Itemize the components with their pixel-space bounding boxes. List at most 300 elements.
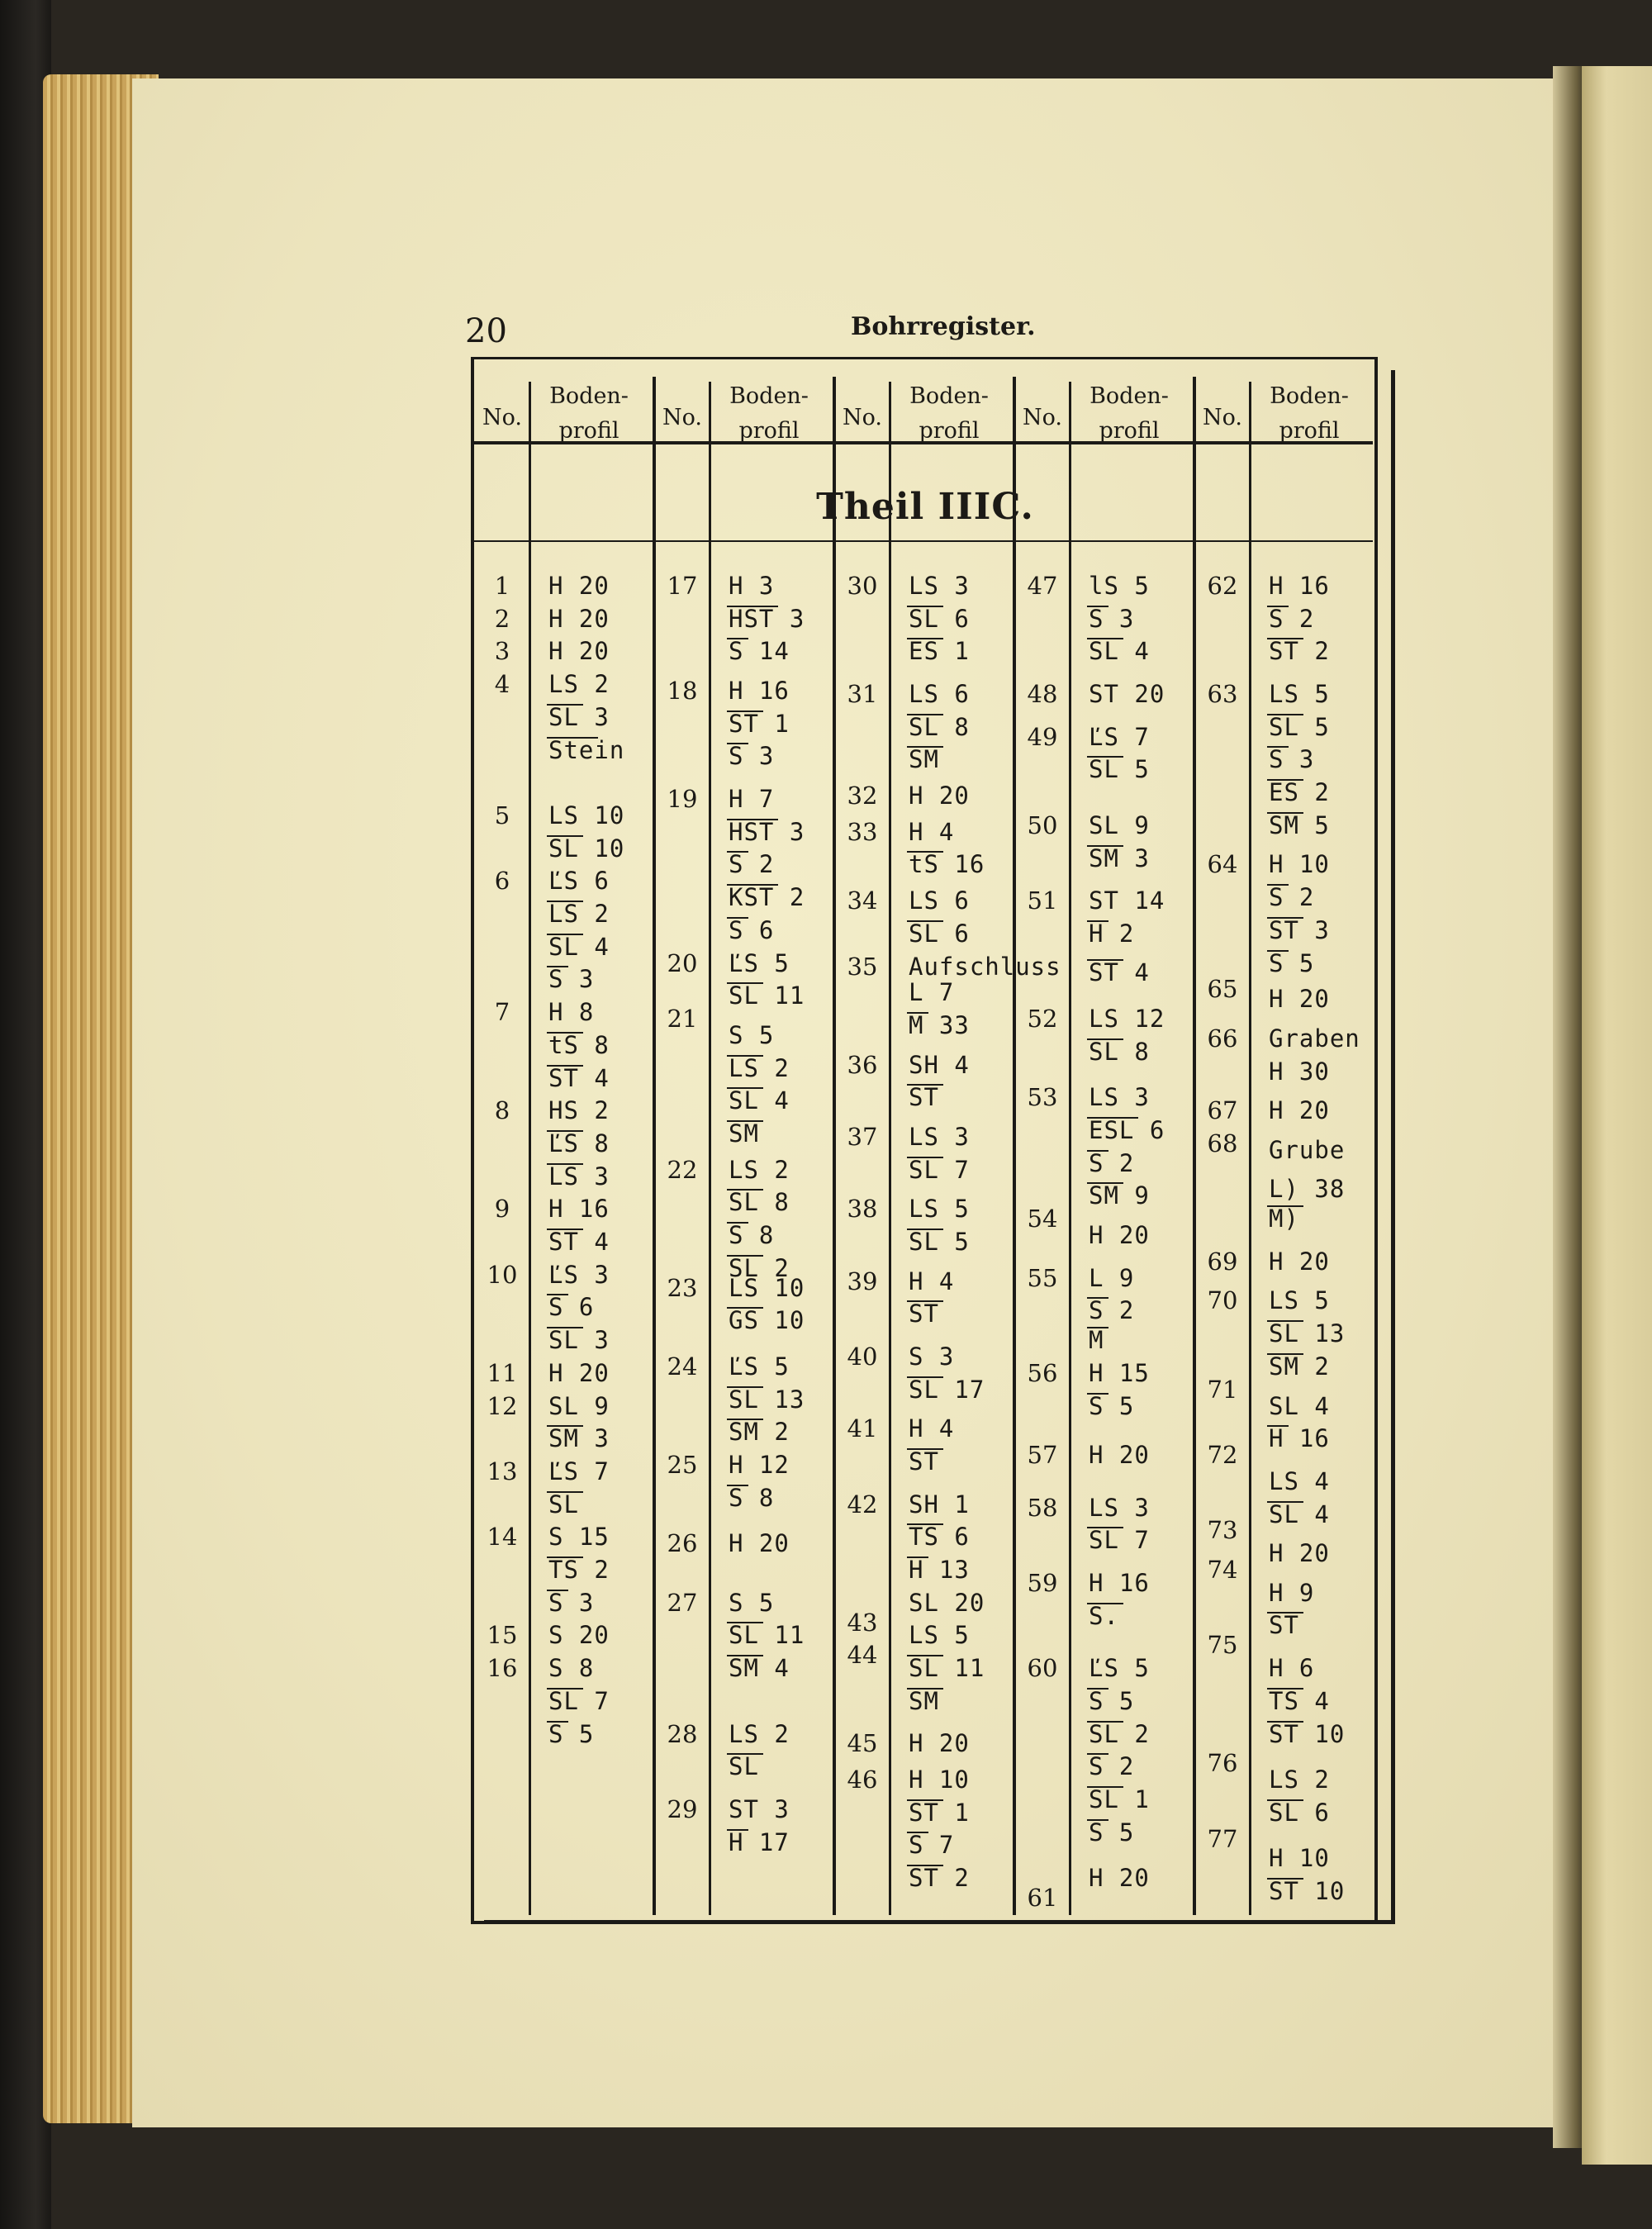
stratum-divider (727, 819, 778, 820)
soil-profile-entry: SL 11 (729, 981, 805, 1010)
borehole-number: 17 (667, 572, 698, 600)
soil-profile-entry: LS 5 (909, 1195, 970, 1224)
stratum-divider (547, 1163, 583, 1165)
header-bodenprofil-line2: profil (738, 418, 800, 444)
borehole-number: 74 (1207, 1556, 1238, 1584)
stratum-divider (727, 1222, 748, 1224)
header-no: No. (1203, 405, 1242, 430)
borehole-number: 41 (847, 1414, 878, 1443)
stratum-divider (727, 1386, 763, 1388)
soil-profile-entry: SM (909, 1686, 939, 1715)
soil-profile-entry: H 20 (1269, 1247, 1330, 1276)
stratum-divider (1087, 845, 1123, 847)
stratum-divider (1267, 714, 1303, 715)
stratum-divider (907, 1523, 943, 1525)
soil-profile-entry: LS 5 (1269, 680, 1330, 708)
stratum-divider (907, 1012, 928, 1014)
borehole-number: 59 (1027, 1568, 1058, 1597)
borehole-number: 9 (494, 1195, 510, 1224)
soil-profile-entry: S 5 (548, 1719, 595, 1748)
borehole-number: 11 (487, 1358, 518, 1387)
stratum-divider (1087, 756, 1123, 758)
header-bodenprofil-line1: Boden- (549, 383, 629, 409)
borehole-number: 64 (1207, 850, 1238, 879)
soil-profile-entry: S 3 (548, 1588, 595, 1617)
borehole-number: 44 (847, 1641, 878, 1670)
borehole-number: 36 (847, 1050, 878, 1079)
stratum-divider (1267, 1878, 1303, 1880)
soil-profile-entry: SL 4 (548, 932, 610, 961)
soil-profile-entry: LS 3 (1089, 1493, 1150, 1522)
soil-profile-entry: SL 11 (909, 1654, 985, 1683)
soil-profile-entry: S 2 (1089, 1752, 1135, 1781)
stratum-divider (907, 1799, 943, 1801)
soil-profile-entry: S 8 (729, 1483, 775, 1512)
header-bodenprofil-line2: profil (1279, 418, 1340, 444)
soil-profile-entry: H 16 (548, 1195, 610, 1224)
soil-profile-entry: H 7 (729, 785, 775, 814)
borehole-number: 23 (667, 1273, 698, 1302)
stratum-divider (1087, 1527, 1123, 1528)
borehole-number: 27 (667, 1588, 698, 1617)
soil-profile-entry: H 20 (548, 637, 610, 666)
header-no: No. (1023, 405, 1062, 430)
soil-profile-entry: ST 2 (909, 1864, 970, 1893)
stratum-divider (907, 746, 943, 748)
soil-profile-entry: ĽS 5 (1089, 1654, 1150, 1683)
soil-profile-entry: ĽS 3 (548, 1260, 610, 1289)
stratum-divider (1267, 638, 1303, 639)
soil-profile-entry: Graben (1269, 1024, 1360, 1053)
soil-profile-entry: SM 9 (1089, 1181, 1150, 1210)
header-no: No. (662, 405, 702, 430)
soil-profile-entry: H 30 (1269, 1057, 1330, 1086)
borehole-number: 12 (487, 1391, 518, 1420)
borehole-number: 60 (1027, 1654, 1058, 1683)
soil-profile-entry: ĽS 8 (548, 1129, 610, 1157)
stratum-divider (907, 1376, 943, 1378)
soil-profile-entry: LS 2 (1269, 1766, 1330, 1794)
borehole-number: 66 (1207, 1024, 1238, 1053)
stratum-divider (907, 1229, 943, 1230)
soil-profile-entry: ST 4 (548, 1228, 610, 1256)
borehole-number: 43 (847, 1608, 878, 1637)
stratum-divider (727, 1753, 763, 1755)
column-rule-no-2 (889, 382, 891, 1915)
soil-profile-entry: H 20 (1269, 985, 1330, 1014)
soil-profile-entry: S 2 (1269, 883, 1315, 912)
column-rule-group-0 (653, 377, 656, 1915)
stratum-divider (1087, 1753, 1108, 1755)
borehole-number: 70 (1207, 1286, 1238, 1315)
soil-profile-entry: SL 2 (729, 1253, 790, 1282)
soil-profile-entry: S 2 (1089, 1296, 1135, 1325)
soil-profile-entry: SM 5 (1269, 810, 1330, 839)
soil-profile-entry: M (1089, 1326, 1104, 1355)
stratum-divider (727, 1189, 763, 1191)
borehole-number: 71 (1207, 1375, 1238, 1404)
stratum-divider (547, 1032, 583, 1034)
borehole-number: 47 (1027, 572, 1058, 600)
soil-profile-entry: S 5 (729, 1020, 775, 1049)
stratum-divider (547, 1556, 583, 1558)
borehole-number: 67 (1207, 1096, 1238, 1125)
soil-profile-entry: S 8 (548, 1654, 595, 1683)
stratum-divider (547, 1491, 583, 1493)
soil-profile-entry: H 20 (1089, 1221, 1150, 1250)
borehole-number: 45 (847, 1729, 878, 1758)
stratum-divider (547, 1294, 568, 1295)
soil-profile-entry: H 16 (1269, 572, 1330, 600)
stratum-divider (1087, 1327, 1108, 1328)
soil-profile-entry: SL 8 (909, 712, 970, 741)
header-bodenprofil-line1: Boden- (909, 383, 989, 409)
soil-profile-entry: SM 2 (729, 1418, 790, 1447)
stratum-divider (907, 1655, 943, 1656)
stratum-divider (1267, 812, 1303, 814)
soil-profile-entry: H 16 (1269, 1424, 1330, 1453)
soil-profile-entry: SL 4 (729, 1086, 790, 1115)
soil-profile-entry: ST (909, 1083, 939, 1112)
borehole-number: 25 (667, 1450, 698, 1479)
stratum-divider (727, 917, 748, 919)
stratum-divider (1087, 1297, 1108, 1299)
stratum-divider (1087, 1117, 1138, 1119)
soil-profile-entry: H 20 (909, 782, 970, 810)
soil-profile-entry: LS 12 (1089, 1005, 1165, 1034)
stratum-divider (547, 934, 583, 935)
soil-profile-entry: SL 6 (909, 919, 970, 948)
soil-profile-entry: S 20 (548, 1621, 610, 1650)
stratum-divider (727, 1255, 763, 1257)
soil-profile-entry: H 10 (1269, 850, 1330, 879)
stratum-divider (547, 901, 583, 902)
borehole-number: 4 (494, 670, 510, 699)
soil-profile-entry: SL 5 (909, 1228, 970, 1256)
borehole-number: 50 (1027, 810, 1058, 839)
borehole-number: 31 (847, 680, 878, 708)
soil-profile-entry: S 2 (729, 850, 775, 879)
stratum-divider (907, 606, 943, 607)
soil-profile-entry: ST (1269, 1611, 1299, 1640)
stratum-divider (907, 1865, 943, 1866)
borehole-number: 26 (667, 1529, 698, 1558)
soil-profile-entry: ST (909, 1447, 939, 1476)
borehole-number: 77 (1207, 1824, 1238, 1853)
borehole-number: 22 (667, 1155, 698, 1184)
soil-profile-entry: L) 38 (1269, 1175, 1346, 1204)
stratum-divider (1087, 638, 1123, 639)
soil-profile-entry: SL 7 (1089, 1526, 1150, 1555)
column-rule-no-1 (709, 382, 711, 1915)
soil-profile-entry: L 9 (1089, 1263, 1135, 1292)
soil-profile-entry: SL (729, 1752, 759, 1781)
soil-profile-entry: LS 3 (548, 1162, 610, 1191)
soil-profile-entry: ST 1 (909, 1798, 970, 1827)
soil-profile-entry: H 15 (1089, 1358, 1150, 1387)
soil-profile-entry: Stein (548, 735, 625, 764)
stratum-divider (1087, 1182, 1123, 1184)
stratum-divider (1267, 1688, 1303, 1690)
stratum-divider (1087, 1150, 1108, 1152)
stratum-divider (1267, 917, 1303, 919)
borehole-number: 76 (1207, 1749, 1238, 1778)
soil-profile-entry: S. (1089, 1601, 1119, 1630)
stratum-divider (1267, 606, 1289, 607)
stratum-divider (727, 1829, 748, 1831)
soil-profile-entry: TS 2 (548, 1556, 610, 1584)
stratum-divider (907, 1084, 943, 1086)
soil-profile-entry: LS 3 (1089, 1083, 1150, 1112)
soil-profile-entry: ST 1 (729, 709, 790, 738)
soil-profile-entry: SL 4 (1269, 1499, 1330, 1528)
section-rule (472, 540, 1373, 542)
soil-profile-entry: LS 3 (909, 572, 970, 600)
soil-profile-entry: ST 10 (1269, 1719, 1346, 1748)
soil-profile-entry: H 20 (1089, 1864, 1150, 1893)
stratum-divider (907, 1300, 943, 1302)
stratum-divider (907, 1448, 943, 1450)
stratum-divider (727, 638, 748, 639)
stratum-divider (727, 606, 778, 607)
stratum-divider (907, 638, 943, 639)
borehole-number: 33 (847, 817, 878, 846)
borehole-number: 5 (494, 801, 510, 829)
soil-profile-entry: SL 8 (1089, 1037, 1150, 1066)
soil-profile-entry: S 3 (1269, 745, 1315, 774)
soil-profile-entry: S 6 (548, 1293, 595, 1322)
soil-profile-entry: H 6 (1269, 1654, 1315, 1683)
soil-profile-entry: H 10 (909, 1766, 970, 1794)
column-rule-group-1 (833, 377, 836, 1915)
soil-profile-entry: SL 4 (1269, 1391, 1330, 1420)
soil-profile-entry: ST 10 (1269, 1877, 1346, 1906)
soil-profile-entry: LS 4 (1269, 1466, 1330, 1495)
borehole-number: 58 (1027, 1493, 1058, 1522)
borehole-number: 8 (494, 1096, 510, 1125)
soil-profile-entry: SM 3 (548, 1424, 610, 1453)
running-head: Bohrregister. (851, 312, 1036, 341)
borehole-number: 28 (667, 1719, 698, 1748)
stratum-divider (907, 1688, 943, 1690)
stratum-divider (1267, 1205, 1303, 1207)
stratum-divider (547, 1721, 568, 1723)
soil-profile-entry: SH 1 (909, 1490, 970, 1518)
borehole-number: 20 (667, 948, 698, 977)
borehole-number: 7 (494, 998, 510, 1027)
book-gutter (1553, 66, 1586, 2148)
stratum-divider (727, 982, 763, 984)
soil-profile-entry: ĽS 7 (548, 1457, 610, 1485)
soil-profile-entry: KST 2 (729, 883, 805, 912)
soil-profile-entry: TS 6 (909, 1523, 970, 1552)
borehole-number: 30 (847, 572, 878, 600)
soil-profile-entry: SL 4 (1089, 637, 1150, 666)
soil-profile-entry: LS 10 (729, 1273, 805, 1302)
soil-profile-entry: H 20 (1089, 1441, 1150, 1470)
soil-profile-entry: GS 10 (729, 1306, 805, 1335)
borehole-number: 38 (847, 1195, 878, 1224)
stratum-divider (727, 1307, 763, 1309)
stratum-divider (1087, 1393, 1108, 1395)
soil-profile-entry: SM 2 (1269, 1352, 1330, 1381)
soil-profile-entry: lS 5 (1089, 572, 1150, 600)
stratum-divider (1087, 606, 1108, 607)
borehole-number: 57 (1027, 1441, 1058, 1470)
borehole-number: 42 (847, 1490, 878, 1518)
soil-profile-entry: H 13 (909, 1556, 970, 1584)
soil-profile-entry: SL 7 (548, 1686, 610, 1715)
soil-profile-entry: H 8 (548, 998, 595, 1027)
soil-profile-entry: S 8 (729, 1221, 775, 1250)
soil-profile-entry: ĽS 5 (729, 1352, 790, 1381)
borehole-number: 49 (1027, 722, 1058, 751)
soil-profile-entry: S 15 (548, 1523, 610, 1552)
stratum-divider (1267, 1353, 1303, 1355)
soil-profile-entry: LS 3 (909, 1122, 970, 1151)
soil-profile-entry: ĽS 5 (729, 948, 790, 977)
soil-profile-entry: H 4 (909, 817, 955, 846)
soil-profile-entry: H 17 (729, 1827, 790, 1856)
stratum-divider (1087, 920, 1108, 922)
soil-profile-entry: H 2 (1089, 919, 1135, 948)
borehole-number: 52 (1027, 1005, 1058, 1034)
soil-profile-entry: LS 2 (729, 1053, 790, 1082)
borehole-number: 19 (667, 785, 698, 814)
soil-profile-entry: SL 13 (1269, 1319, 1346, 1348)
soil-profile-entry: S 14 (729, 637, 790, 666)
soil-profile-entry: LS 2 (729, 1719, 790, 1748)
soil-profile-entry: S 3 (729, 742, 775, 771)
stratum-divider (727, 711, 763, 712)
stratum-divider (907, 1556, 928, 1558)
header-bodenprofil-line1: Boden- (1089, 383, 1169, 409)
stratum-divider (1087, 1786, 1123, 1788)
borehole-number: 29 (667, 1794, 698, 1823)
soil-profile-entry: SL 5 (1269, 712, 1330, 741)
soil-profile-entry: S 5 (729, 1588, 775, 1617)
borehole-number: 37 (847, 1122, 878, 1151)
soil-profile-entry: H 20 (729, 1529, 790, 1558)
borehole-number: 56 (1027, 1358, 1058, 1387)
borehole-number: 13 (487, 1457, 518, 1485)
soil-profile-entry: SL 7 (909, 1155, 970, 1184)
stratum-divider (727, 851, 748, 853)
soil-profile-entry: LS 2 (548, 670, 610, 699)
soil-profile-entry: ST 20 (1089, 680, 1165, 708)
soil-profile-entry: Grube (1269, 1135, 1346, 1164)
soil-profile-entry: ST (909, 1300, 939, 1328)
stratum-divider (727, 1120, 763, 1122)
borehole-number: 53 (1027, 1083, 1058, 1112)
stratum-divider (1267, 1799, 1303, 1801)
stratum-divider (547, 1688, 583, 1690)
section-title: Theil IIIC. (816, 486, 1034, 528)
borehole-number: 32 (847, 782, 878, 810)
page-number: 20 (465, 312, 507, 350)
borehole-number: 21 (667, 1005, 698, 1034)
borehole-number: 51 (1027, 886, 1058, 915)
stratum-divider (1087, 1819, 1108, 1821)
soil-profile-entry: ESL 6 (1089, 1116, 1165, 1145)
soil-profile-entry: tS 8 (548, 1030, 610, 1059)
soil-profile-entry: ES 1 (909, 637, 970, 666)
stratum-divider (727, 743, 748, 744)
soil-profile-entry: SL 2 (1089, 1719, 1150, 1748)
soil-profile-entry: S 3 (909, 1342, 955, 1371)
borehole-number: 18 (667, 677, 698, 706)
stratum-divider (727, 1419, 763, 1420)
stratum-divider (1267, 1612, 1303, 1614)
soil-profile-entry: TS 4 (1269, 1686, 1330, 1715)
header-bodenprofil-line1: Boden- (729, 383, 809, 409)
soil-profile-entry: S 5 (1089, 1391, 1135, 1420)
column-rule-no-0 (529, 382, 531, 1915)
stratum-divider (1267, 950, 1289, 952)
stratum-divider (727, 1055, 763, 1057)
soil-profile-entry: S 5 (1089, 1818, 1135, 1846)
borehole-number: 15 (487, 1621, 518, 1650)
soil-profile-entry: L 7 (909, 978, 955, 1007)
stratum-divider (547, 1425, 583, 1427)
soil-profile-entry: HST 3 (729, 817, 805, 846)
soil-profile-entry: ST 2 (1269, 637, 1330, 666)
soil-profile-entry: SL 10 (548, 834, 625, 863)
soil-profile-entry: H 4 (909, 1414, 955, 1443)
header-bodenprofil-line2: profil (919, 418, 980, 444)
stratum-divider (727, 1087, 763, 1089)
borehole-number: 55 (1027, 1263, 1058, 1292)
soil-profile-entry: S 3 (548, 965, 595, 994)
stratum-divider (547, 966, 568, 967)
stratum-divider (907, 920, 943, 922)
soil-profile-entry: ST 3 (1269, 915, 1330, 944)
stratum-divider (1087, 1603, 1123, 1604)
stratum-divider (1087, 1721, 1123, 1723)
soil-profile-entry: H 10 (1269, 1844, 1330, 1873)
soil-profile-entry: H 20 (548, 604, 610, 633)
soil-profile-entry: SM 4 (729, 1654, 790, 1683)
soil-profile-entry: S 6 (729, 915, 775, 944)
borehole-number: 40 (847, 1342, 878, 1371)
soil-profile-entry: LS 10 (548, 801, 625, 829)
stratum-divider (547, 1130, 583, 1132)
soil-profile-entry: SL 9 (1089, 810, 1150, 839)
stratum-divider (907, 851, 943, 853)
header-bodenprofil-line2: profil (1099, 418, 1160, 444)
soil-profile-entry: ST 4 (1089, 958, 1150, 987)
borehole-number: 72 (1207, 1441, 1238, 1470)
borehole-number: 24 (667, 1352, 698, 1381)
soil-profile-entry: SL 6 (1269, 1798, 1330, 1827)
column-rule-group-2 (1013, 377, 1016, 1915)
header-no: No. (482, 405, 522, 430)
stratum-divider (907, 1832, 928, 1833)
borehole-number: 61 (1027, 1884, 1058, 1912)
stratum-divider (727, 1655, 763, 1656)
borehole-number: 1 (494, 572, 510, 600)
soil-profile-entry: S 2 (1089, 1148, 1135, 1177)
soil-profile-entry: SM (729, 1119, 759, 1148)
soil-profile-entry: H 4 (909, 1267, 955, 1295)
column-rule-no-4 (1249, 382, 1251, 1915)
soil-profile-entry: ST 3 (729, 1794, 790, 1823)
soil-profile-entry: LS 6 (909, 886, 970, 915)
soil-profile-entry: H 20 (548, 1358, 610, 1387)
soil-profile-entry: LS 2 (548, 900, 610, 928)
stratum-divider (1087, 959, 1123, 961)
soil-profile-entry: HS 2 (548, 1096, 610, 1125)
